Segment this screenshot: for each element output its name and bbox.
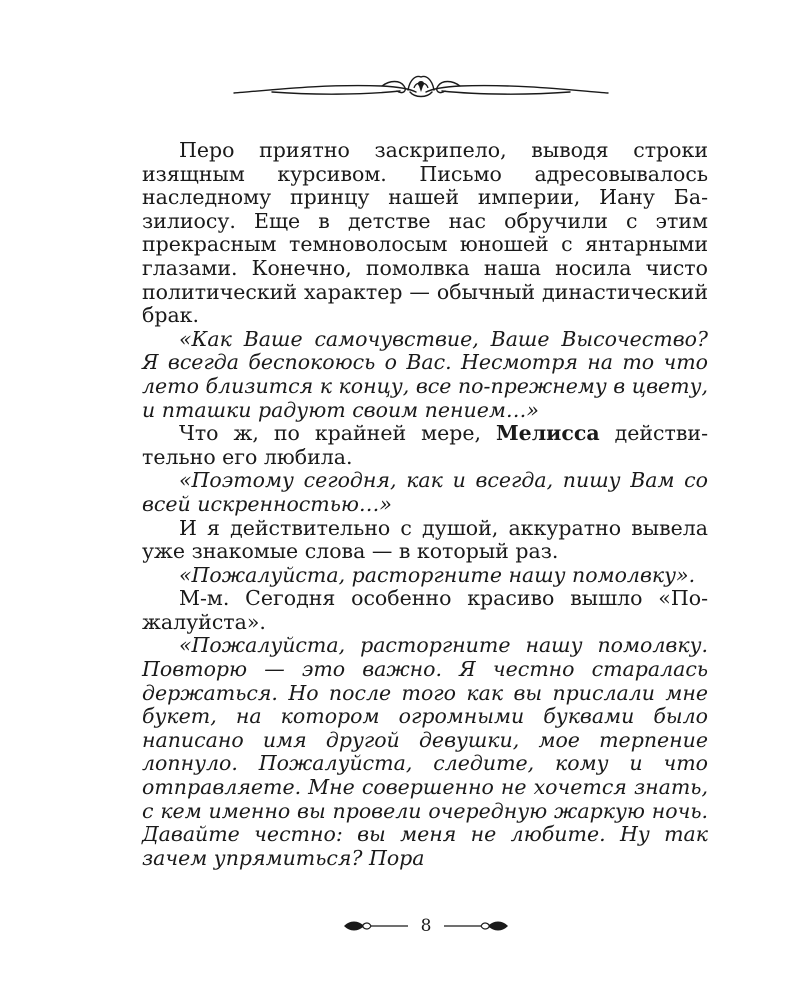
- paragraph-5: И я действительно с душой, аккуратно вывела уже знакомые слова — в который раз.: [142, 515, 708, 564]
- paragraph-1: Перо приятно заскрипело, выводя строки изящным курсивом. Письмо адресовывалось наследному принцу нашей империи, Иану Базилиосу. Еще в детстве нас обручили с этим прекрасным темноволосым юношей с янтарными глазами. Конечно, помолвка наша носила чисто политический характер — обычный династический брак.: [142, 138, 708, 328]
- ornamental-divider-icon: [232, 70, 610, 104]
- character-name-bold: Мелисса: [495, 421, 600, 446]
- paragraph-6-letter-quote: «Пожалуйста, расторгните нашу помолвку».: [179, 562, 696, 587]
- paragraph-4-letter-quote: «Поэтому сегодня, как и всегда, пишу Вам со всей искренностью…»: [142, 468, 708, 516]
- paragraph-3: [142, 422, 708, 469]
- body-text: [142, 139, 708, 870]
- paragraph-2-letter-quote: «Как Ваше самочувствие, Ваше Высочество? Я всегда беспокоюсь о Вас. Несмотря на то что лето близится к концу, все по-прежнему в цвету, и пташки радуют своим пением…»: [142, 326, 708, 422]
- paragraph-3-text-after: действительно его любила.: [142, 421, 708, 469]
- paragraph-8-letter-quote: «Пожалуйста, расторгните нашу помолвку. Повторю — это важно. Я честно старалась держаться. Но после того как вы прислали мне букет, на котором огромными буквами было написано имя другой девушки, мое терпение лопнуло. Пожалуйста, следите, кому и что отправляете. Мне совершенно не хочется знать, с кем именно вы провели очередную жаркую ночь. Давайте честно: вы меня не любите. Ну так зачем упрямиться? Пора: [142, 633, 708, 870]
- paragraph-7: М-м. Сегодня особенно красиво вышло «Пожалуйста».: [142, 586, 708, 634]
- page-number: 8: [420, 916, 432, 936]
- paragraph-3-text-before: Что ж, по крайней мере,: [179, 421, 496, 446]
- page-footer: [342, 914, 510, 938]
